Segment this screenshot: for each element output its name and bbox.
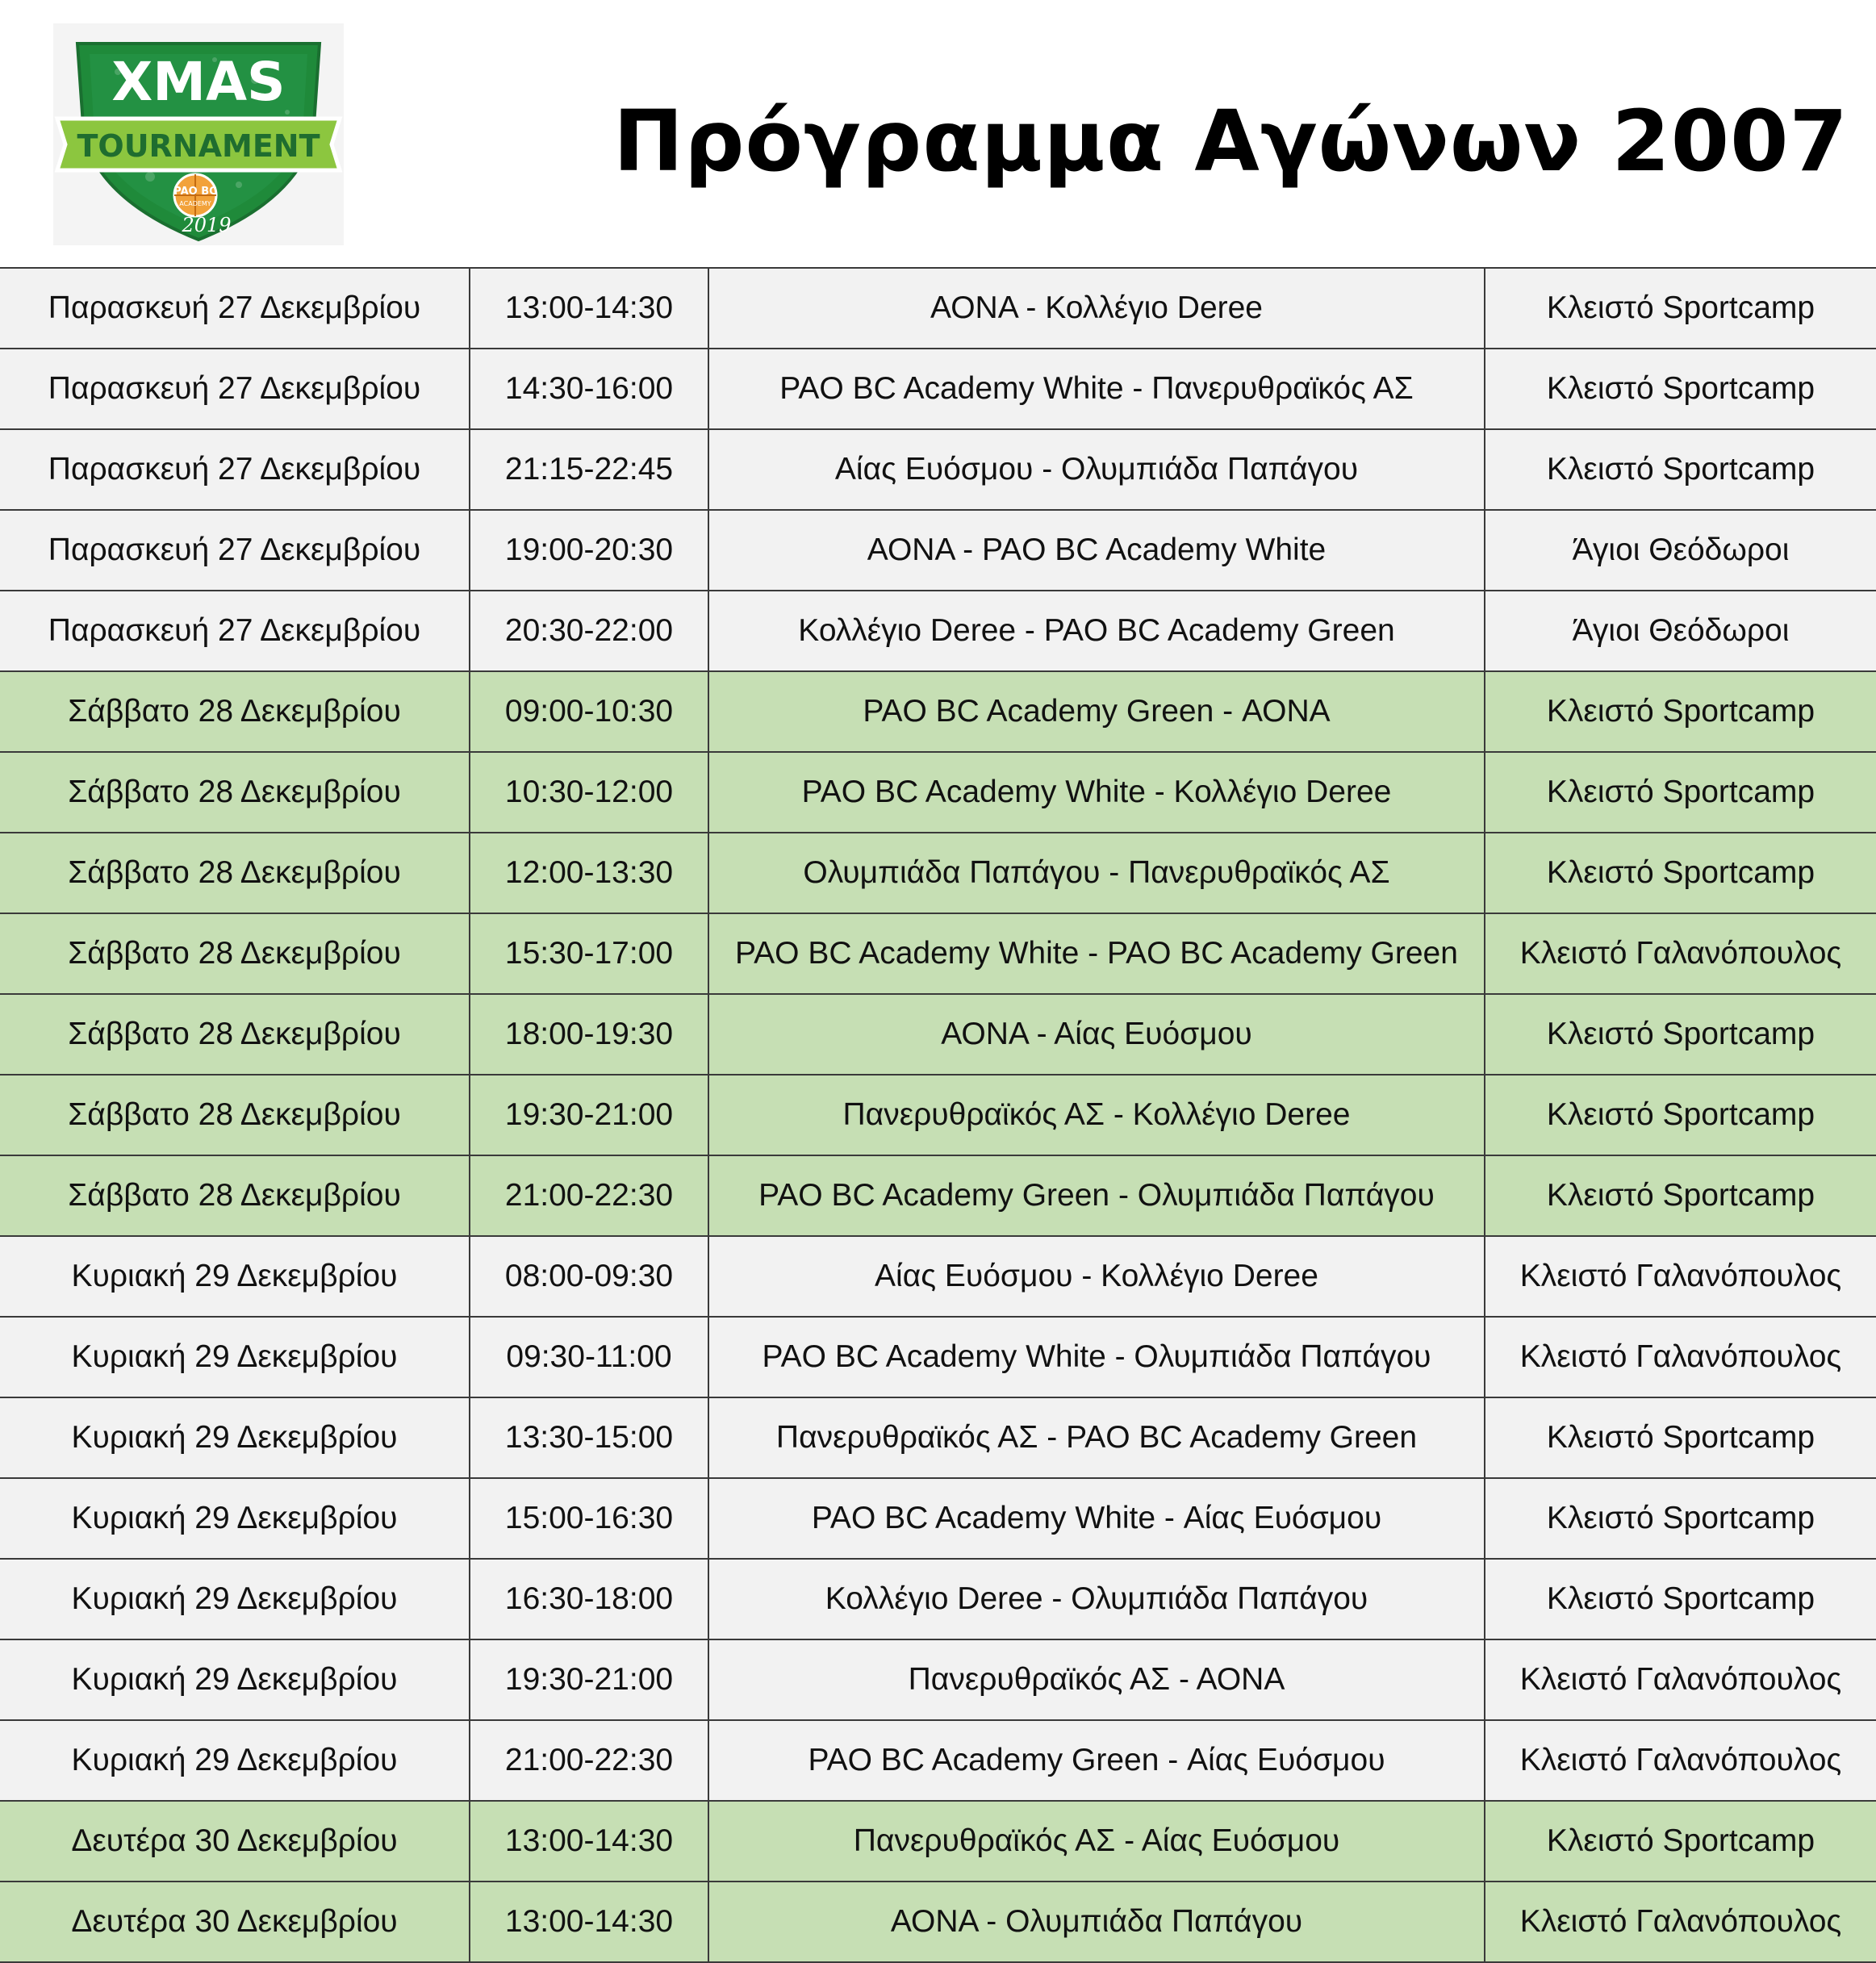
cell-match: Πανερυθραϊκός ΑΣ - Αίας Ευόσμου bbox=[708, 1801, 1485, 1882]
cell-day: Κυριακή 29 Δεκεμβρίου bbox=[0, 1559, 470, 1639]
cell-venue: Κλειστό Γαλανόπουλος bbox=[1485, 1236, 1876, 1317]
page-title: Πρόγραμμα Αγώνων 2007 bbox=[613, 92, 1849, 190]
cell-day: Παρασκευή 27 Δεκεμβρίου bbox=[0, 349, 470, 429]
cell-day: Κυριακή 29 Δεκεμβρίου bbox=[0, 1720, 470, 1801]
cell-match: Πανερυθραϊκός ΑΣ - PAO BC Academy Green bbox=[708, 1397, 1485, 1478]
cell-time: 19:30-21:00 bbox=[470, 1075, 708, 1155]
cell-venue: Κλειστό Sportcamp bbox=[1485, 1478, 1876, 1559]
cell-venue: Κλειστό Sportcamp bbox=[1485, 752, 1876, 833]
cell-match: Αίας Ευόσμου - Κολλέγιο Deree bbox=[708, 1236, 1485, 1317]
cell-match: PAO BC Academy White - Ολυμπιάδα Παπάγου bbox=[708, 1317, 1485, 1397]
cell-time: 19:30-21:00 bbox=[470, 1639, 708, 1720]
cell-match: Κολλέγιο Deree - PAO BC Academy Green bbox=[708, 591, 1485, 671]
cell-match: Κολλέγιο Deree - Ολυμπιάδα Παπάγου bbox=[708, 1559, 1485, 1639]
table-row bbox=[0, 1155, 1876, 1236]
table-row bbox=[0, 671, 1876, 752]
cell-venue: Κλειστό Sportcamp bbox=[1485, 1559, 1876, 1639]
cell-time: 13:00-14:30 bbox=[470, 1882, 708, 1962]
cell-match: PAO BC Academy White - Πανερυθραϊκός ΑΣ bbox=[708, 349, 1485, 429]
cell-day: Κυριακή 29 Δεκεμβρίου bbox=[0, 1478, 470, 1559]
cell-day: Παρασκευή 27 Δεκεμβρίου bbox=[0, 268, 470, 349]
cell-time: 15:00-16:30 bbox=[470, 1478, 708, 1559]
shield-logo-icon bbox=[53, 23, 344, 245]
logo-badge: PAO BC bbox=[173, 186, 217, 198]
cell-time: 12:00-13:30 bbox=[470, 833, 708, 913]
cell-venue: Κλειστό Sportcamp bbox=[1485, 349, 1876, 429]
cell-venue: Κλειστό Sportcamp bbox=[1485, 833, 1876, 913]
schedule-body bbox=[0, 268, 1876, 1962]
table-row bbox=[0, 1639, 1876, 1720]
cell-day: Δευτέρα 30 Δεκεμβρίου bbox=[0, 1882, 470, 1962]
cell-venue: Κλειστό Γαλανόπουλος bbox=[1485, 913, 1876, 994]
cell-venue: Άγιοι Θεόδωροι bbox=[1485, 510, 1876, 591]
table-row bbox=[0, 1397, 1876, 1478]
cell-time: 13:00-14:30 bbox=[470, 268, 708, 349]
schedule-table bbox=[0, 267, 1876, 1963]
logo-year: 2019 bbox=[182, 214, 232, 236]
cell-venue: Κλειστό Sportcamp bbox=[1485, 1397, 1876, 1478]
cell-venue: Κλειστό Γαλανόπουλος bbox=[1485, 1639, 1876, 1720]
cell-venue: Κλειστό Sportcamp bbox=[1485, 1075, 1876, 1155]
cell-time: 21:15-22:45 bbox=[470, 429, 708, 510]
cell-day: Παρασκευή 27 Δεκεμβρίου bbox=[0, 429, 470, 510]
cell-time: 09:30-11:00 bbox=[470, 1317, 708, 1397]
cell-day: Σάββατο 28 Δεκεμβρίου bbox=[0, 752, 470, 833]
table-row bbox=[0, 1075, 1876, 1155]
table-row bbox=[0, 1882, 1876, 1962]
cell-time: 20:30-22:00 bbox=[470, 591, 708, 671]
table-row bbox=[0, 913, 1876, 994]
table-row bbox=[0, 1236, 1876, 1317]
cell-time: 21:00-22:30 bbox=[470, 1155, 708, 1236]
page-header bbox=[0, 0, 1876, 267]
cell-day: Σάββατο 28 Δεκεμβρίου bbox=[0, 833, 470, 913]
cell-match: PAO BC Academy White - Αίας Ευόσμου bbox=[708, 1478, 1485, 1559]
cell-match: PAO BC Academy White - Κολλέγιο Deree bbox=[708, 752, 1485, 833]
cell-time: 19:00-20:30 bbox=[470, 510, 708, 591]
table-row bbox=[0, 833, 1876, 913]
cell-time: 14:30-16:00 bbox=[470, 349, 708, 429]
cell-day: Κυριακή 29 Δεκεμβρίου bbox=[0, 1236, 470, 1317]
cell-day: Κυριακή 29 Δεκεμβρίου bbox=[0, 1397, 470, 1478]
cell-match: ΑΟΝΑ - Αίας Ευόσμου bbox=[708, 994, 1485, 1075]
table-row bbox=[0, 510, 1876, 591]
cell-venue: Κλειστό Sportcamp bbox=[1485, 671, 1876, 752]
cell-venue: Κλειστό Γαλανόπουλος bbox=[1485, 1720, 1876, 1801]
table-row bbox=[0, 349, 1876, 429]
cell-venue: Κλειστό Γαλανόπουλος bbox=[1485, 1882, 1876, 1962]
cell-day: Παρασκευή 27 Δεκεμβρίου bbox=[0, 510, 470, 591]
cell-day: Κυριακή 29 Δεκεμβρίου bbox=[0, 1639, 470, 1720]
cell-time: 10:30-12:00 bbox=[470, 752, 708, 833]
cell-day: Σάββατο 28 Δεκεμβρίου bbox=[0, 1155, 470, 1236]
cell-day: Δευτέρα 30 Δεκεμβρίου bbox=[0, 1801, 470, 1882]
cell-day: Σάββατο 28 Δεκεμβρίου bbox=[0, 994, 470, 1075]
cell-day: Σάββατο 28 Δεκεμβρίου bbox=[0, 1075, 470, 1155]
table-row bbox=[0, 1317, 1876, 1397]
cell-match: Πανερυθραϊκός ΑΣ - Κολλέγιο Deree bbox=[708, 1075, 1485, 1155]
cell-time: 18:00-19:30 bbox=[470, 994, 708, 1075]
table-row bbox=[0, 1559, 1876, 1639]
cell-time: 21:00-22:30 bbox=[470, 1720, 708, 1801]
tournament-logo bbox=[53, 23, 344, 245]
cell-time: 13:30-15:00 bbox=[470, 1397, 708, 1478]
table-row bbox=[0, 1801, 1876, 1882]
logo-line2: TOURNAMENT bbox=[77, 128, 320, 164]
cell-venue: Κλειστό Γαλανόπουλος bbox=[1485, 1317, 1876, 1397]
cell-venue: Κλειστό Sportcamp bbox=[1485, 1801, 1876, 1882]
cell-day: Σάββατο 28 Δεκεμβρίου bbox=[0, 913, 470, 994]
cell-venue: Κλειστό Sportcamp bbox=[1485, 268, 1876, 349]
cell-match: PAO BC Academy White - PAO BC Academy Green bbox=[708, 913, 1485, 994]
cell-time: 13:00-14:30 bbox=[470, 1801, 708, 1882]
cell-time: 08:00-09:30 bbox=[470, 1236, 708, 1317]
logo-line1: XMAS bbox=[111, 51, 286, 113]
cell-match: Πανερυθραϊκός ΑΣ - ΑΟΝΑ bbox=[708, 1639, 1485, 1720]
cell-match: PAO BC Academy Green - ΑΟΝΑ bbox=[708, 671, 1485, 752]
cell-match: ΑΟΝΑ - PAO BC Academy White bbox=[708, 510, 1485, 591]
cell-match: ΑΟΝΑ - Ολυμπιάδα Παπάγου bbox=[708, 1882, 1485, 1962]
table-row bbox=[0, 429, 1876, 510]
table-row bbox=[0, 994, 1876, 1075]
cell-match: ΑΟΝΑ - Κολλέγιο Deree bbox=[708, 268, 1485, 349]
cell-time: 15:30-17:00 bbox=[470, 913, 708, 994]
table-row bbox=[0, 591, 1876, 671]
cell-match: Ολυμπιάδα Παπάγου - Πανερυθραϊκός ΑΣ bbox=[708, 833, 1485, 913]
cell-day: Παρασκευή 27 Δεκεμβρίου bbox=[0, 591, 470, 671]
cell-match: Αίας Ευόσμου - Ολυμπιάδα Παπάγου bbox=[708, 429, 1485, 510]
cell-time: 09:00-10:30 bbox=[470, 671, 708, 752]
cell-day: Σάββατο 28 Δεκεμβρίου bbox=[0, 671, 470, 752]
cell-venue: Κλειστό Sportcamp bbox=[1485, 429, 1876, 510]
table-row bbox=[0, 268, 1876, 349]
logo-badge-sub: ACADEMY bbox=[179, 200, 211, 207]
cell-venue: Άγιοι Θεόδωροι bbox=[1485, 591, 1876, 671]
cell-venue: Κλειστό Sportcamp bbox=[1485, 1155, 1876, 1236]
cell-match: PAO BC Academy Green - Ολυμπιάδα Παπάγου bbox=[708, 1155, 1485, 1236]
table-row bbox=[0, 752, 1876, 833]
table-row bbox=[0, 1720, 1876, 1801]
cell-day: Κυριακή 29 Δεκεμβρίου bbox=[0, 1317, 470, 1397]
cell-time: 16:30-18:00 bbox=[470, 1559, 708, 1639]
table-row bbox=[0, 1478, 1876, 1559]
cell-venue: Κλειστό Sportcamp bbox=[1485, 994, 1876, 1075]
cell-match: PAO BC Academy Green - Αίας Ευόσμου bbox=[708, 1720, 1485, 1801]
